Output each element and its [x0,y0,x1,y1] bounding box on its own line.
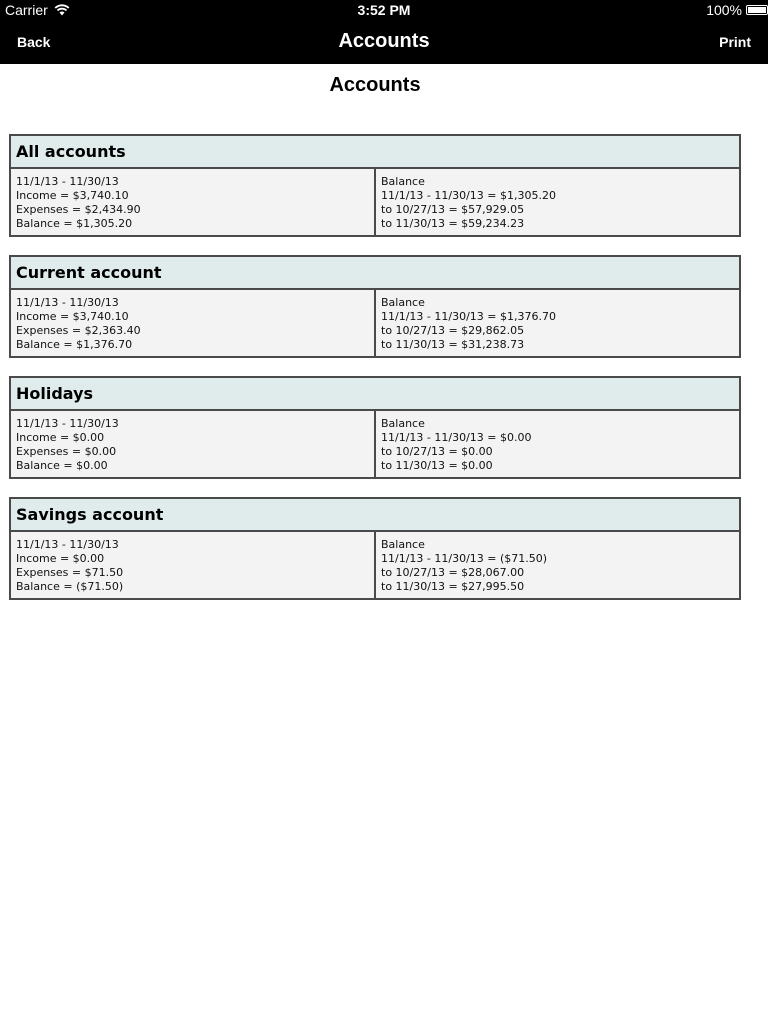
balance-summary [376,411,739,477]
balance-value: Balance = $1,305.20 [16,217,133,230]
income-value: Income = $0.00 [16,552,105,565]
period-range: 11/1/13 - 11/30/13 [16,296,119,309]
period-summary [11,290,376,356]
period-balance: 11/1/13 - 11/30/13 = ($71.50) [381,552,548,565]
balance-value: Balance = $0.00 [16,459,108,472]
closing-balance: to 11/30/13 = $0.00 [381,459,493,472]
account-card [9,255,741,358]
expenses-value: Expenses = $0.00 [16,445,117,458]
account-body [11,532,739,598]
closing-balance: to 11/30/13 = $27,995.50 [381,580,525,593]
battery-group [706,2,768,18]
income-value: Income = $0.00 [16,431,105,444]
balance-heading: Balance [381,538,425,551]
balance-heading: Balance [381,296,425,309]
closing-balance: to 11/30/13 = $59,234.23 [381,217,525,230]
opening-balance: to 10/27/13 = $0.00 [381,445,493,458]
closing-balance: to 11/30/13 = $31,238.73 [381,338,525,351]
balance-heading: Balance [381,175,425,188]
period-balance: 11/1/13 - 11/30/13 = $1,305.20 [381,189,556,202]
navigation-bar [0,20,768,64]
income-value: Income = $3,740.10 [16,310,129,323]
status-time: 3:52 PM [357,2,411,18]
account-card [9,497,741,600]
account-body [11,169,739,235]
nav-title: Accounts [338,30,430,52]
battery-icon [746,5,768,15]
account-name: All accounts [11,136,739,169]
carrier-label: Carrier [5,2,48,18]
account-card [9,134,741,237]
account-name: Savings account [11,499,739,532]
account-card [9,376,741,479]
print-button[interactable]: Print [719,34,751,50]
period-range: 11/1/13 - 11/30/13 [16,538,119,551]
expenses-value: Expenses = $2,434.90 [16,203,141,216]
expenses-value: Expenses = $2,363.40 [16,324,141,337]
balance-value: Balance = ($71.50) [16,580,124,593]
balance-value: Balance = $1,376.70 [16,338,133,351]
balance-summary [376,169,739,235]
period-summary [11,411,376,477]
account-body [11,290,739,356]
opening-balance: to 10/27/13 = $57,929.05 [381,203,525,216]
battery-percent: 100% [706,2,742,18]
expenses-value: Expenses = $71.50 [16,566,124,579]
income-value: Income = $3,740.10 [16,189,129,202]
account-body [11,411,739,477]
opening-balance: to 10/27/13 = $28,067.00 [381,566,525,579]
period-range: 11/1/13 - 11/30/13 [16,175,119,188]
back-button[interactable]: Back [17,34,51,50]
balance-summary [376,532,739,598]
status-bar [0,0,768,20]
opening-balance: to 10/27/13 = $29,862.05 [381,324,525,337]
period-range: 11/1/13 - 11/30/13 [16,417,119,430]
accounts-list [9,134,741,618]
period-balance: 11/1/13 - 11/30/13 = $1,376.70 [381,310,556,323]
period-balance: 11/1/13 - 11/30/13 = $0.00 [381,431,532,444]
balance-summary [376,290,739,356]
account-name: Current account [11,257,739,290]
period-summary [11,532,376,598]
page-title: Accounts [329,74,421,96]
period-summary [11,169,376,235]
account-name: Holidays [11,378,739,411]
balance-heading: Balance [381,417,425,430]
